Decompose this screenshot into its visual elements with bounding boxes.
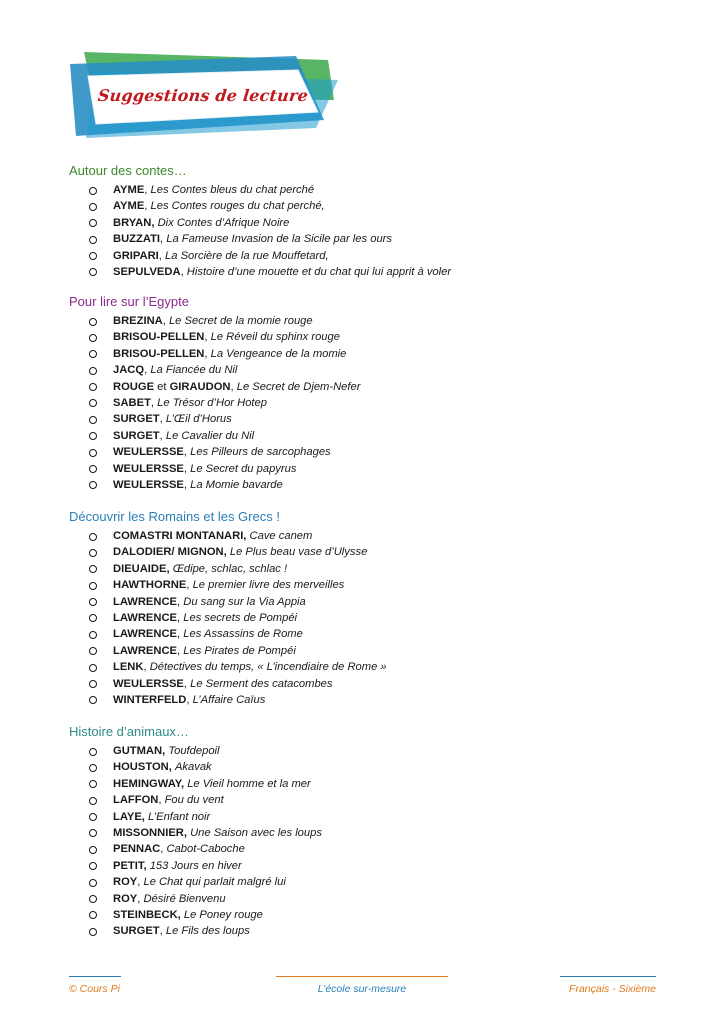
book-author: GUTMAN, [113,745,166,757]
list-item [69,809,669,825]
book-title: Le Fils des loups [165,925,250,938]
book-author: HEMINGWAY, [113,777,185,790]
book-title: Le Cavalier du Nil [165,429,255,442]
book-title: Akavak [174,761,212,774]
bullet-icon [89,533,97,541]
list-item [69,743,669,759]
book-title: Le Chat qui parlait malgré lui [143,876,286,889]
book-author: LENK [113,661,144,674]
book-title: Cabot-Caboche [166,843,245,856]
section-egypte [69,294,669,493]
bullet-icon [89,268,97,276]
separator: , [230,380,237,393]
bullet-icon [89,911,97,919]
list-item [69,395,669,411]
bullet-icon [89,203,97,211]
book-author: AYME [113,184,145,196]
book-title: Les Contes bleus du chat perché [150,184,315,196]
bullet-icon [89,614,97,622]
conjunction: et [154,380,170,393]
section-contes [69,163,669,280]
list-item [69,428,669,444]
separator: , [159,429,166,442]
book-title: Les Pirates de Pompéi [183,644,296,657]
book-title: Histoire d’une mouette et du chat qui lui apprit à voler [186,265,452,278]
section-title: Autour des contes… [69,163,187,178]
footer-course: Français - Sixième [569,983,656,995]
bullet-icon [89,846,97,854]
book-author: ROUGE [113,380,155,393]
bullet-icon [89,334,97,342]
book-title: Les secrets de Pompéi [183,611,298,624]
bullet-icon [89,565,97,573]
bullet-icon [89,879,97,887]
list-item [69,577,669,593]
bullet-icon [89,829,97,837]
list-item [69,858,669,874]
bullet-icon [89,187,97,195]
book-author: ROY [113,892,138,905]
list-item [69,561,669,577]
list-item [69,346,669,362]
list-item [69,215,669,231]
bullet-icon [89,813,97,821]
book-author: HAWTHORNE [113,579,187,592]
list-item [69,907,669,923]
separator: , [143,661,150,674]
bullet-icon [89,432,97,440]
list-item [69,776,669,792]
book-title: Œdipe, schlac, schlac ! [172,562,288,575]
book-author: DIEUAIDE, [113,562,170,575]
list-item [69,444,669,460]
book-author: SURGET [113,429,160,442]
book-author-2: GIRAUDON [169,380,231,393]
book-author: BRISOU-PELLEN [113,331,205,344]
bullet-icon [89,549,97,557]
list-item [69,891,669,907]
bullet-icon [89,219,97,227]
bullet-icon [89,598,97,606]
separator: , [183,462,191,475]
list-item [69,676,669,692]
footer-tagline: L’école sur-mesure [317,983,407,995]
section-animaux [69,724,669,940]
separator: , [180,265,187,278]
separator: , [204,331,211,344]
book-author: BUZZATI [113,233,161,246]
book-author: WEULERSSE [113,478,184,491]
list-item [69,643,669,659]
book-author: STEINBECK, [113,908,181,921]
book-author: SEPULVEDA [113,265,181,278]
separator: , [160,233,167,246]
bullet-icon [89,350,97,358]
book-author: LAWRENCE [113,628,178,641]
book-author: COMASTRI MONTANARI, [113,530,247,542]
book-title: Le Poney rouge [183,908,263,921]
bullet-icon [89,862,97,870]
separator: , [183,446,191,459]
book-title: Le Réveil du sphinx rouge [210,331,340,344]
separator: , [158,249,166,262]
footer-rule-center [276,976,448,977]
bullet-icon [89,465,97,473]
list-item [69,759,669,775]
list-item [69,659,669,675]
book-author: PETIT, [113,859,147,872]
separator: , [158,794,165,807]
book-title: Détectives du temps, « L’incendiaire de Rome » [149,661,387,674]
list-item [69,182,669,198]
book-title: Cave canem [249,530,313,542]
book-author: BRYAN, [113,216,155,229]
bullet-icon [89,928,97,936]
book-author: SURGET [113,925,160,938]
book-title: La Vengeance de la momie [210,347,347,360]
bullet-icon [89,631,97,639]
book-title: Les Assassins de Rome [183,628,303,641]
bullet-icon [89,449,97,457]
separator: , [177,595,184,608]
separator: , [162,315,169,327]
book-title: Le Trésor d’Hor Hotep [157,396,267,409]
book-author: BRISOU-PELLEN [113,347,205,360]
bullet-icon [89,895,97,903]
list-item [69,198,669,214]
book-title: Le Secret du papyrus [190,462,297,475]
book-author: LAWRENCE [113,595,178,608]
book-author: GRIPARI [113,249,159,262]
bullet-icon [89,383,97,391]
separator: , [144,364,151,377]
book-list [69,743,669,940]
book-title: Dix Contes d’Afrique Noire [157,216,290,229]
bullet-icon [89,696,97,704]
separator: , [160,843,167,856]
bullet-icon [89,399,97,407]
bullet-icon [89,582,97,590]
bullet-icon [89,318,97,326]
page-title: Suggestions de lecture [97,86,310,105]
list-item [69,841,669,857]
bullet-icon [89,764,97,772]
bullet-icon [89,236,97,244]
section-title: Pour lire sur l’Egypte [69,294,189,309]
bullet-icon [89,416,97,424]
separator: , [159,413,166,426]
section-title: Découvrir les Romains et les Grecs ! [69,509,280,524]
book-title: 153 Jours en hiver [149,859,242,872]
book-author: MISSONNIER, [113,826,187,839]
list-item [69,626,669,642]
bullet-icon [89,797,97,805]
list-item [69,477,669,493]
book-title: Une Saison avec les loups [190,826,322,839]
book-title: La Sorcière de la rue Mouffetard, [165,249,329,262]
book-author: ROY [113,876,138,889]
book-title: Le Vieil homme et la mer [187,777,311,790]
book-author: LAWRENCE [113,644,178,657]
separator: , [204,347,211,360]
book-title: Toufdepoil [168,745,220,757]
bullet-icon [89,481,97,489]
list-item [69,231,669,247]
book-title: L’Enfant noir [148,810,211,823]
book-title: L’Œil d’Horus [165,413,232,426]
footer-rule-left [69,976,121,977]
book-author: WEULERSSE [113,677,184,690]
book-title: Les Contes rouges du chat perché, [150,200,325,213]
book-author: SABET [113,396,151,409]
list-item [69,692,669,708]
bullet-icon [89,367,97,375]
separator: , [144,184,151,196]
book-author: PENNAC [113,843,161,856]
bullet-icon [89,664,97,672]
list-item [69,461,669,477]
book-title: Les Pilleurs de sarcophages [190,446,331,459]
list-item [69,792,669,808]
separator: , [177,628,184,641]
list-item [69,329,669,345]
book-author: DALODIER/ MIGNON, [113,546,227,559]
separator: , [137,892,144,905]
book-author: WINTERFELD [113,693,187,706]
book-author: BREZINA [113,315,163,327]
book-author: WEULERSSE [113,446,184,459]
separator: , [183,478,191,491]
bullet-icon [89,680,97,688]
separator: , [186,693,193,706]
separator: , [159,925,166,938]
bullet-icon [89,252,97,260]
book-list [69,313,669,493]
book-title: Désiré Bienvenu [143,892,226,905]
book-title: Le Secret de Djem-Nefer [236,380,361,393]
separator: , [144,200,151,213]
footer-copyright: © Cours Pi [69,983,120,995]
book-author: LAFFON [113,794,159,807]
separator: , [186,579,193,592]
book-title: La Fameuse Invasion de la Sicile par les ours [166,233,392,246]
bullet-icon [89,748,97,756]
book-title: La Fiancée du Nil [150,364,238,377]
separator: , [150,396,158,409]
separator: , [137,876,144,889]
book-title: Le premier livre des merveilles [192,579,345,592]
book-author: LAYE, [113,810,145,823]
book-author: WEULERSSE [113,462,184,475]
footer-rule-right [560,976,656,977]
book-title: L’Affaire Caïus [192,693,266,706]
list-item [69,874,669,890]
book-title: Du sang sur la Via Appia [183,595,306,608]
list-item [69,825,669,841]
list-item [69,379,669,395]
book-title: Fou du vent [164,794,224,807]
book-author: LAWRENCE [113,611,178,624]
book-title: Le Serment des catacombes [190,677,333,690]
book-list [69,182,669,280]
list-item [69,594,669,610]
book-title: Le Plus beau vase d’Ulysse [229,546,368,559]
book-author: JACQ [113,364,145,377]
book-author: HOUSTON, [113,761,172,774]
book-title: Le Secret de la momie rouge [168,315,313,327]
section-romains-grecs [69,509,669,708]
separator: , [177,611,184,624]
separator: , [177,644,184,657]
list-item [69,264,669,280]
list-item [69,610,669,626]
list-item [69,362,669,378]
bullet-icon [89,780,97,788]
book-author: SURGET [113,413,160,426]
book-list [69,528,669,708]
book-title: La Momie bavarde [190,478,283,491]
list-item [69,313,669,329]
separator: , [183,677,191,690]
list-item [69,544,669,560]
section-title: Histoire d’animaux… [69,724,189,739]
list-item [69,248,669,264]
list-item [69,411,669,427]
bullet-icon [89,647,97,655]
list-item [69,923,669,939]
list-item [69,528,669,544]
book-author: AYME [113,200,145,213]
